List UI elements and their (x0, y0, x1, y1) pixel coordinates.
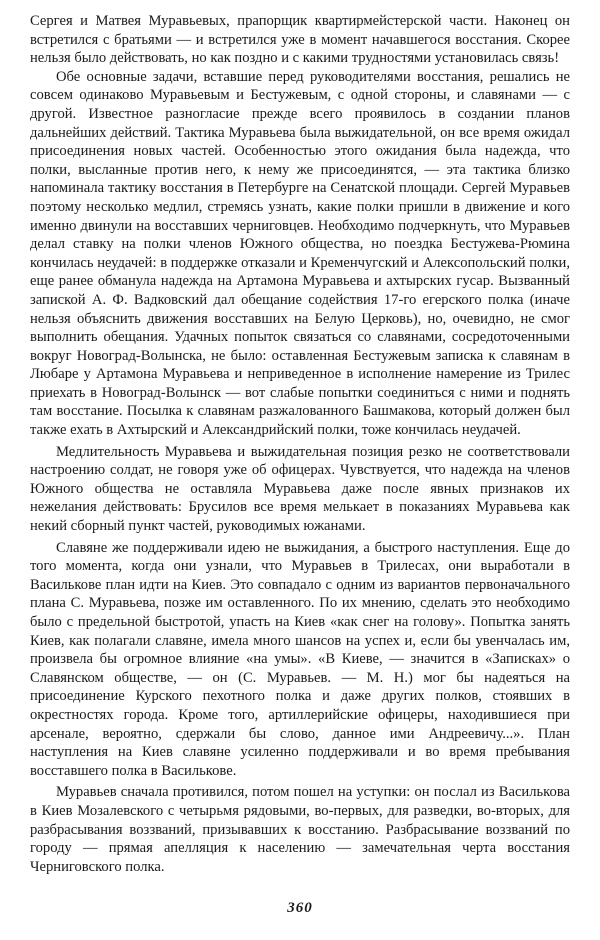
paragraph-5: Муравьев сначала противился, потом пошел на уступки: он послал из Василькова в Киев Мозалевского с четырьмя рядовыми, во-первых, для разведки, во-вторых, для разбрасывания воззваний, призывавших к восстанию. Разбрасывание воззваний по городу — прямая апелляция к населению — замечательная черта восстания Черниговского полка. (30, 784, 570, 875)
page-text (30, 12, 570, 876)
paragraph-1: Сергея и Матвея Муравьевых, прапорщик квартирмейстерской части. Наконец он встретился с братьями — и встретился уже в момент начавшегося восстания. Скорее нельзя было действовать, но как поздно и с какими трудностями установилась связь! (30, 13, 570, 67)
paragraph-2: Обе основные задачи, вставшие перед руководителями восстания, решались не совсем одинаково Муравьевым и Бестужевым, с одной стороны, и славянами — с другой. Известное разногласие прежде всего проявилось в создании планов дальнейших действий. Тактика Муравьева была выжидательной, он все время ожидал присоединения новых частей. Особенностью этого ожидания была надежда, что полки, высланные против него, к нему же присоединятся, — эта тактика близко напоминала тактику восстания в Петербурге на Сенатской площади. Сергей Муравьев поэтому несколько медлил, стремясь узнать, какие полки пришли в движение и кого именно двинули на восставших черниговцев. Необходимо подчеркнуть, что Муравьев делал ставку на полки членов Южного общества, но поездка Бестужева-Рюмина кончилась неудачей: в поддержке отказали и Кременчугский и Алексопольский полки, еще ранее обманула надежда на Артамона Муравьева и ахтырских гусар. Вызванный запиской А. Ф. Вадковский дал обещание содействия 17-го егерского полка (иначе нельзя объяснить движения восставших на Белую Церковь), но, очевидно, не смог выполнить обещания. Удачных попыток связаться со славянами, сосредоточенными вокруг Новоград-Волынска, не было: оставленная Бестужевым записка к славянам в Любаре у Артамона Муравьева и неприведенное в исполнение намерение из Трилес приехать в Новоград-Волынск — вот слабые попытки соединиться с ними и поднять там восстание. Посылка к славянам разжалованного Башмакова, который должен был также ехать в Ахтырский и Александрийский полки, тоже кончилась неудачей. (30, 68, 570, 439)
page-number: 360 (287, 900, 313, 916)
paragraph-3: Медлительность Муравьева и выжидательная позиция резко не соответствовали настроению солдат, не говоря уже об офицерах. Чувствуется, что надежда на членов Южного общества не оставляла Муравьева даже после явных признаков их нежелания действовать: Брусилов все время мелькает в показаниях Муравьева как некий сборный пункт частей, руководимых южанами. (30, 443, 570, 535)
paragraph-4: Славяне же поддерживали идею не выжидания, а быстрого наступления. Еще до того момента, когда они узнали, что Муравьев в Трилесах, они выработали в Василькове план идти на Киев. Это совпадало с одним из вариантов первоначального плана С. Муравьева, позже им оставленного. По их мнению, сделать это необходимо было с предельной быстротой, упасть на Киев «как снег на голову». Попытка занять Киев, как полагали славяне, имела много шансов на успех и, если бы увенчалась им, произвела бы огромное влияние «на умы». «В Киеве, — значится в «Записках» о Славянском обществе, — он (С. Муравьев. — М. Н.) мог бы надеяться на присоединение Курского пехотного полка и даже других полков, стоявших в окрестностях города. Кроме того, артиллерийские офицеры, находившиеся при арсенале, вероятно, сдержали бы слово, данное ими Андреевичу...». План наступления на Киев славяне усиленно поддерживали и во время пребывания восставшего полка в Василькове. (30, 539, 570, 779)
